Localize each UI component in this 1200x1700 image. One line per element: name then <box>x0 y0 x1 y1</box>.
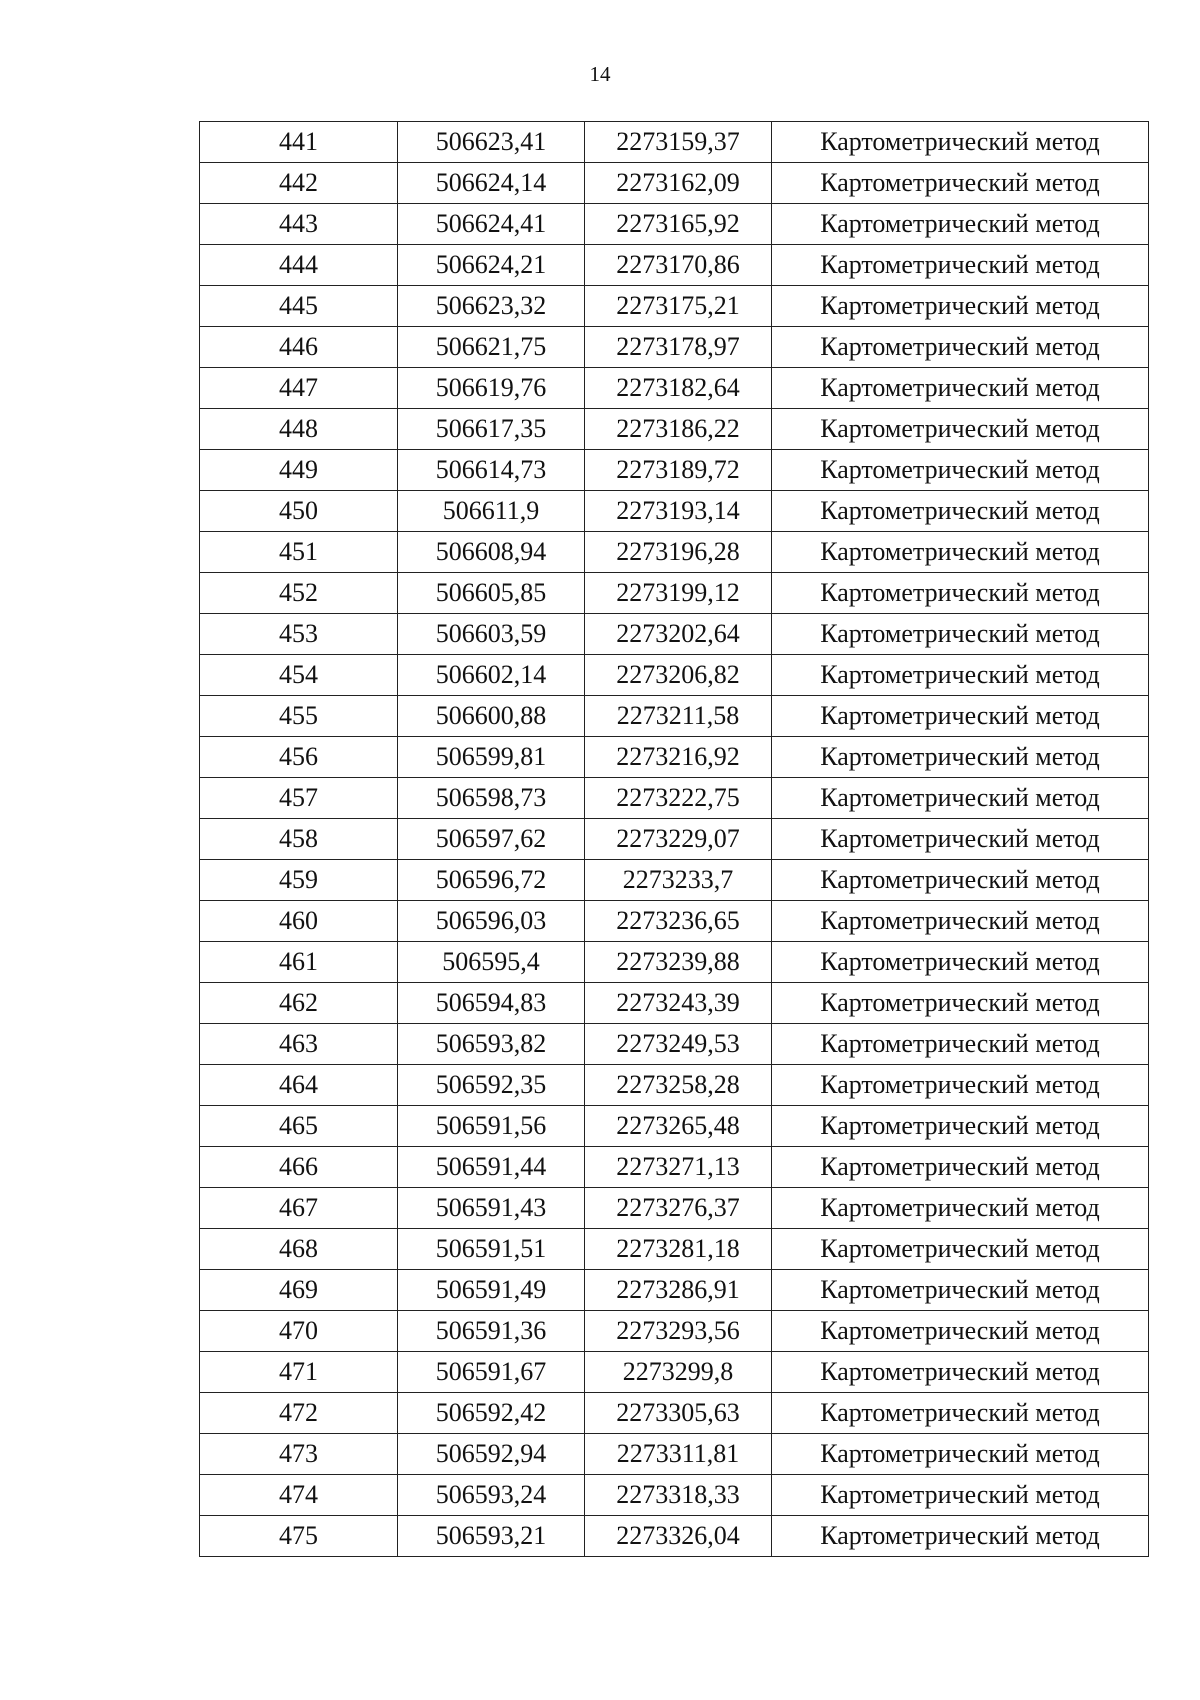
table-row <box>200 1352 1149 1393</box>
method-cell: Картометрический метод <box>772 901 1149 942</box>
table-row <box>200 245 1149 286</box>
method-cell: Картометрический метод <box>772 655 1149 696</box>
page-number: 14 <box>589 62 611 86</box>
method-cell: Картометрический метод <box>772 1352 1149 1393</box>
point-number-cell: 456 <box>200 737 398 778</box>
y-coordinate-cell: 2273299,8 <box>585 1352 772 1393</box>
y-coordinate-cell: 2273162,09 <box>585 163 772 204</box>
table-row <box>200 1188 1149 1229</box>
y-coordinate-cell: 2273249,53 <box>585 1024 772 1065</box>
x-coordinate-cell: 506596,03 <box>398 901 585 942</box>
point-number-cell: 451 <box>200 532 398 573</box>
table-row <box>200 655 1149 696</box>
method-cell: Картометрический метод <box>772 614 1149 655</box>
x-coordinate-cell: 506608,94 <box>398 532 585 573</box>
table-row <box>200 1516 1149 1557</box>
x-coordinate-cell: 506621,75 <box>398 327 585 368</box>
point-number-cell: 472 <box>200 1393 398 1434</box>
point-number-cell: 457 <box>200 778 398 819</box>
x-coordinate-cell: 506595,4 <box>398 942 585 983</box>
point-number-cell: 470 <box>200 1311 398 1352</box>
x-coordinate-cell: 506624,21 <box>398 245 585 286</box>
table-row <box>200 532 1149 573</box>
point-number-cell: 443 <box>200 204 398 245</box>
point-number-cell: 464 <box>200 1065 398 1106</box>
table-row <box>200 696 1149 737</box>
y-coordinate-cell: 2273170,86 <box>585 245 772 286</box>
method-cell: Картометрический метод <box>772 1229 1149 1270</box>
x-coordinate-cell: 506619,76 <box>398 368 585 409</box>
y-coordinate-cell: 2273193,14 <box>585 491 772 532</box>
table-row <box>200 573 1149 614</box>
method-cell: Картометрический метод <box>772 983 1149 1024</box>
y-coordinate-cell: 2273196,28 <box>585 532 772 573</box>
y-coordinate-cell: 2273326,04 <box>585 1516 772 1557</box>
y-coordinate-cell: 2273229,07 <box>585 819 772 860</box>
method-cell: Картометрический метод <box>772 696 1149 737</box>
table-row <box>200 409 1149 450</box>
table-row <box>200 1106 1149 1147</box>
method-cell: Картометрический метод <box>772 163 1149 204</box>
y-coordinate-cell: 2273178,97 <box>585 327 772 368</box>
x-coordinate-cell: 506591,49 <box>398 1270 585 1311</box>
table-row <box>200 983 1149 1024</box>
y-coordinate-cell: 2273186,22 <box>585 409 772 450</box>
point-number-cell: 449 <box>200 450 398 491</box>
table-row <box>200 901 1149 942</box>
table-row <box>200 1475 1149 1516</box>
method-cell: Картометрический метод <box>772 778 1149 819</box>
x-coordinate-cell: 506592,42 <box>398 1393 585 1434</box>
point-number-cell: 445 <box>200 286 398 327</box>
method-cell: Картометрический метод <box>772 573 1149 614</box>
point-number-cell: 463 <box>200 1024 398 1065</box>
x-coordinate-cell: 506611,9 <box>398 491 585 532</box>
table-row <box>200 163 1149 204</box>
method-cell: Картометрический метод <box>772 327 1149 368</box>
method-cell: Картометрический метод <box>772 368 1149 409</box>
point-number-cell: 467 <box>200 1188 398 1229</box>
point-number-cell: 465 <box>200 1106 398 1147</box>
point-number-cell: 462 <box>200 983 398 1024</box>
x-coordinate-cell: 506614,73 <box>398 450 585 491</box>
table-row <box>200 368 1149 409</box>
method-cell: Картометрический метод <box>772 245 1149 286</box>
x-coordinate-cell: 506591,44 <box>398 1147 585 1188</box>
x-coordinate-cell: 506623,41 <box>398 122 585 163</box>
y-coordinate-cell: 2273311,81 <box>585 1434 772 1475</box>
table-row <box>200 1065 1149 1106</box>
table-row <box>200 778 1149 819</box>
point-number-cell: 471 <box>200 1352 398 1393</box>
table-row <box>200 737 1149 778</box>
point-number-cell: 468 <box>200 1229 398 1270</box>
point-number-cell: 455 <box>200 696 398 737</box>
x-coordinate-cell: 506605,85 <box>398 573 585 614</box>
table-row <box>200 1393 1149 1434</box>
y-coordinate-cell: 2273222,75 <box>585 778 772 819</box>
table-row <box>200 860 1149 901</box>
method-cell: Картометрический метод <box>772 1065 1149 1106</box>
point-number-cell: 460 <box>200 901 398 942</box>
x-coordinate-cell: 506617,35 <box>398 409 585 450</box>
y-coordinate-cell: 2273239,88 <box>585 942 772 983</box>
point-number-cell: 447 <box>200 368 398 409</box>
y-coordinate-cell: 2273258,28 <box>585 1065 772 1106</box>
y-coordinate-cell: 2273159,37 <box>585 122 772 163</box>
table-row <box>200 1311 1149 1352</box>
y-coordinate-cell: 2273211,58 <box>585 696 772 737</box>
method-cell: Картометрический метод <box>772 1311 1149 1352</box>
y-coordinate-cell: 2273189,72 <box>585 450 772 491</box>
method-cell: Картометрический метод <box>772 1516 1149 1557</box>
y-coordinate-cell: 2273265,48 <box>585 1106 772 1147</box>
table-row <box>200 942 1149 983</box>
method-cell: Картометрический метод <box>772 1024 1149 1065</box>
method-cell: Картометрический метод <box>772 532 1149 573</box>
point-number-cell: 458 <box>200 819 398 860</box>
method-cell: Картометрический метод <box>772 942 1149 983</box>
table-row <box>200 819 1149 860</box>
method-cell: Картометрический метод <box>772 1393 1149 1434</box>
x-coordinate-cell: 506598,73 <box>398 778 585 819</box>
point-number-cell: 442 <box>200 163 398 204</box>
point-number-cell: 450 <box>200 491 398 532</box>
x-coordinate-cell: 506592,35 <box>398 1065 585 1106</box>
y-coordinate-cell: 2273182,64 <box>585 368 772 409</box>
y-coordinate-cell: 2273305,63 <box>585 1393 772 1434</box>
table-row <box>200 614 1149 655</box>
table-row <box>200 327 1149 368</box>
x-coordinate-cell: 506592,94 <box>398 1434 585 1475</box>
table-row <box>200 286 1149 327</box>
method-cell: Картометрический метод <box>772 1475 1149 1516</box>
table-row <box>200 1270 1149 1311</box>
y-coordinate-cell: 2273276,37 <box>585 1188 772 1229</box>
x-coordinate-cell: 506591,51 <box>398 1229 585 1270</box>
y-coordinate-cell: 2273243,39 <box>585 983 772 1024</box>
table-row <box>200 491 1149 532</box>
point-number-cell: 444 <box>200 245 398 286</box>
method-cell: Картометрический метод <box>772 860 1149 901</box>
table-row <box>200 122 1149 163</box>
point-number-cell: 446 <box>200 327 398 368</box>
x-coordinate-cell: 506591,67 <box>398 1352 585 1393</box>
method-cell: Картометрический метод <box>772 1188 1149 1229</box>
method-cell: Картометрический метод <box>772 122 1149 163</box>
x-coordinate-cell: 506603,59 <box>398 614 585 655</box>
table-row <box>200 1147 1149 1188</box>
y-coordinate-cell: 2273293,56 <box>585 1311 772 1352</box>
y-coordinate-cell: 2273175,21 <box>585 286 772 327</box>
point-number-cell: 469 <box>200 1270 398 1311</box>
table-row <box>200 1024 1149 1065</box>
table-row <box>200 450 1149 491</box>
x-coordinate-cell: 506623,32 <box>398 286 585 327</box>
y-coordinate-cell: 2273199,12 <box>585 573 772 614</box>
method-cell: Картометрический метод <box>772 1434 1149 1475</box>
x-coordinate-cell: 506597,62 <box>398 819 585 860</box>
point-number-cell: 452 <box>200 573 398 614</box>
point-number-cell: 466 <box>200 1147 398 1188</box>
method-cell: Картометрический метод <box>772 737 1149 778</box>
y-coordinate-cell: 2273206,82 <box>585 655 772 696</box>
y-coordinate-cell: 2273271,13 <box>585 1147 772 1188</box>
y-coordinate-cell: 2273281,18 <box>585 1229 772 1270</box>
method-cell: Картометрический метод <box>772 1106 1149 1147</box>
point-number-cell: 454 <box>200 655 398 696</box>
x-coordinate-cell: 506596,72 <box>398 860 585 901</box>
point-number-cell: 441 <box>200 122 398 163</box>
y-coordinate-cell: 2273286,91 <box>585 1270 772 1311</box>
method-cell: Картометрический метод <box>772 286 1149 327</box>
point-number-cell: 461 <box>200 942 398 983</box>
method-cell: Картометрический метод <box>772 1147 1149 1188</box>
x-coordinate-cell: 506591,36 <box>398 1311 585 1352</box>
y-coordinate-cell: 2273318,33 <box>585 1475 772 1516</box>
x-coordinate-cell: 506591,56 <box>398 1106 585 1147</box>
x-coordinate-cell: 506591,43 <box>398 1188 585 1229</box>
point-number-cell: 473 <box>200 1434 398 1475</box>
method-cell: Картометрический метод <box>772 1270 1149 1311</box>
x-coordinate-cell: 506593,21 <box>398 1516 585 1557</box>
coordinates-table-body <box>200 122 1149 1557</box>
x-coordinate-cell: 506624,41 <box>398 204 585 245</box>
point-number-cell: 475 <box>200 1516 398 1557</box>
table-row <box>200 1434 1149 1475</box>
point-number-cell: 453 <box>200 614 398 655</box>
x-coordinate-cell: 506602,14 <box>398 655 585 696</box>
table-row <box>200 1229 1149 1270</box>
y-coordinate-cell: 2273236,65 <box>585 901 772 942</box>
method-cell: Картометрический метод <box>772 450 1149 491</box>
y-coordinate-cell: 2273165,92 <box>585 204 772 245</box>
point-number-cell: 448 <box>200 409 398 450</box>
coordinates-table <box>199 121 1149 1557</box>
x-coordinate-cell: 506599,81 <box>398 737 585 778</box>
y-coordinate-cell: 2273216,92 <box>585 737 772 778</box>
x-coordinate-cell: 506593,82 <box>398 1024 585 1065</box>
method-cell: Картометрический метод <box>772 409 1149 450</box>
x-coordinate-cell: 506594,83 <box>398 983 585 1024</box>
method-cell: Картометрический метод <box>772 204 1149 245</box>
table-row <box>200 204 1149 245</box>
point-number-cell: 474 <box>200 1475 398 1516</box>
y-coordinate-cell: 2273233,7 <box>585 860 772 901</box>
x-coordinate-cell: 506624,14 <box>398 163 585 204</box>
x-coordinate-cell: 506593,24 <box>398 1475 585 1516</box>
method-cell: Картометрический метод <box>772 819 1149 860</box>
point-number-cell: 459 <box>200 860 398 901</box>
method-cell: Картометрический метод <box>772 491 1149 532</box>
x-coordinate-cell: 506600,88 <box>398 696 585 737</box>
y-coordinate-cell: 2273202,64 <box>585 614 772 655</box>
